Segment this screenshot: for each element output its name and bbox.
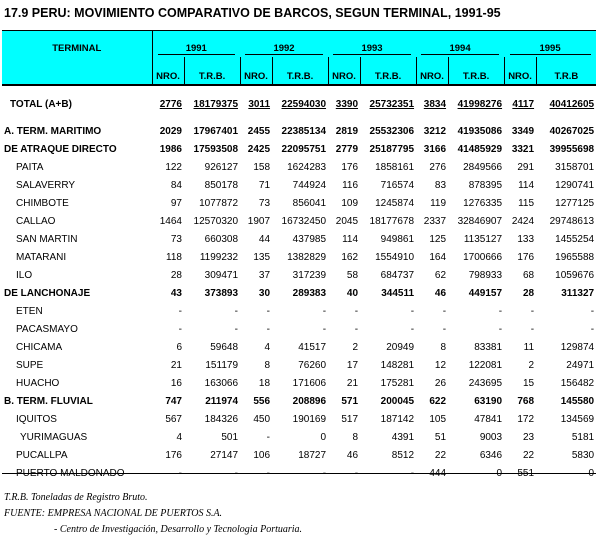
cell-trb: 18727 bbox=[298, 449, 327, 461]
cell-trb: 798933 bbox=[468, 269, 503, 281]
table-row bbox=[2, 194, 596, 212]
cell-nro: 2424 bbox=[511, 215, 535, 227]
cell-trb: 22594030 bbox=[281, 98, 327, 110]
cell-nro: 23 bbox=[522, 431, 535, 443]
cell-trb: 211974 bbox=[205, 395, 239, 407]
cell-nro: 114 bbox=[518, 179, 535, 191]
cell-nro: 135 bbox=[253, 251, 271, 263]
cell-nro: 46 bbox=[434, 287, 447, 299]
cell-trb: 151179 bbox=[205, 359, 239, 371]
cell-trb: 1077872 bbox=[199, 197, 239, 209]
row-terminal-name: YURIMAGUAS bbox=[20, 431, 88, 443]
cell-nro: 28 bbox=[522, 287, 535, 299]
cell-nro: 118 bbox=[166, 251, 182, 263]
cell-nro: 18 bbox=[258, 377, 271, 389]
header-trb: T.R.B. bbox=[272, 57, 328, 85]
cell-trb: - bbox=[322, 305, 327, 317]
table-row bbox=[2, 176, 596, 194]
table-row bbox=[2, 446, 596, 464]
table-row bbox=[2, 122, 596, 140]
cell-nro: 551 bbox=[517, 467, 535, 479]
cell-nro: - bbox=[178, 467, 182, 479]
header-trb: T.R.B. bbox=[360, 57, 416, 85]
header-year: 1995 bbox=[504, 31, 596, 58]
cell-trb: - bbox=[498, 305, 503, 317]
cell-nro: 11 bbox=[523, 341, 535, 353]
cell-trb: 0 bbox=[320, 431, 327, 443]
cell-trb: 317239 bbox=[292, 269, 327, 281]
cell-nro: 106 bbox=[253, 449, 271, 461]
table-row bbox=[2, 212, 596, 230]
cell-nro: - bbox=[354, 323, 359, 335]
cell-nro: 97 bbox=[170, 197, 182, 209]
cell-trb: 184326 bbox=[204, 413, 239, 425]
cell-nro: 40 bbox=[346, 287, 359, 299]
cell-nro: 2029 bbox=[159, 125, 182, 137]
table-row bbox=[2, 320, 596, 338]
cell-nro: 276 bbox=[429, 161, 447, 173]
header-year: 1991 bbox=[152, 31, 240, 58]
cell-nro: 556 bbox=[253, 395, 271, 407]
cell-trb: 29748613 bbox=[549, 215, 595, 227]
cell-trb: 1455254 bbox=[555, 233, 595, 245]
cell-nro: - bbox=[442, 323, 447, 335]
cell-trb: 1382829 bbox=[287, 251, 327, 263]
cell-trb: 856041 bbox=[292, 197, 327, 209]
cell-nro: 46 bbox=[346, 449, 359, 461]
cell-trb: 289383 bbox=[292, 287, 327, 299]
cell-nro: 37 bbox=[258, 269, 271, 281]
cell-trb: 12570320 bbox=[193, 215, 239, 227]
cell-trb: 16732450 bbox=[281, 215, 327, 227]
cell-nro: 43 bbox=[170, 287, 182, 299]
cell-trb: 949861 bbox=[380, 233, 415, 245]
table-row bbox=[2, 158, 596, 176]
cell-trb: 32846907 bbox=[457, 215, 503, 227]
cell-trb: 129874 bbox=[560, 341, 595, 353]
cell-nro: 3011 bbox=[248, 98, 271, 110]
cell-nro: 116 bbox=[342, 179, 359, 191]
cell-nro: 291 bbox=[517, 161, 535, 173]
cell-nro: 8 bbox=[352, 431, 359, 443]
table-row bbox=[2, 95, 596, 113]
cell-trb: 1059676 bbox=[555, 269, 595, 281]
cell-trb: 850178 bbox=[204, 179, 239, 191]
cell-nro: - bbox=[530, 323, 535, 335]
cell-trb: 501 bbox=[221, 431, 239, 443]
note-source: FUENTE: EMPRESA NACIONAL DE PUERTOS S.A. bbox=[4, 508, 223, 519]
cell-trb: 17967401 bbox=[193, 125, 239, 137]
cell-trb: 83381 bbox=[474, 341, 503, 353]
cell-nro: 3166 bbox=[423, 143, 447, 155]
header-row-years bbox=[2, 31, 596, 58]
cell-trb: 311327 bbox=[561, 287, 595, 299]
row-terminal-name: MATARANI bbox=[16, 251, 67, 263]
row-terminal-name: IQUITOS bbox=[16, 413, 57, 425]
cell-trb: 40412605 bbox=[549, 98, 595, 110]
header-nro: NRO. bbox=[328, 57, 360, 85]
cell-nro: 4117 bbox=[512, 98, 535, 110]
cell-nro: 105 bbox=[429, 413, 447, 425]
cell-nro: 517 bbox=[341, 413, 359, 425]
cell-trb: 190169 bbox=[292, 413, 327, 425]
header-year: 1994 bbox=[416, 31, 504, 58]
header-trb: T.R.B. bbox=[184, 57, 240, 85]
cell-nro: 3212 bbox=[423, 125, 447, 137]
note-trb: T.R.B. Toneladas de Registro Bruto. bbox=[4, 492, 148, 503]
cell-nro: 158 bbox=[253, 161, 271, 173]
cell-nro: 2337 bbox=[423, 215, 447, 227]
cell-nro: 2455 bbox=[247, 125, 271, 137]
cell-nro: 571 bbox=[341, 395, 359, 407]
cell-trb: 175281 bbox=[380, 377, 415, 389]
cell-nro: 84 bbox=[170, 179, 182, 191]
cell-trb: 309471 bbox=[204, 269, 239, 281]
header-trb: T.R.B. bbox=[448, 57, 504, 85]
cell-trb: 200045 bbox=[380, 395, 415, 407]
cell-nro: 16 bbox=[170, 377, 182, 389]
cell-nro: 21 bbox=[170, 359, 182, 371]
table-row bbox=[2, 410, 596, 428]
row-terminal-name: PAITA bbox=[16, 161, 44, 173]
cell-trb: - bbox=[498, 323, 503, 335]
cell-nro: 3390 bbox=[335, 98, 359, 110]
cell-trb: 156482 bbox=[560, 377, 595, 389]
cell-nro: 83 bbox=[434, 179, 447, 191]
cell-trb: 171606 bbox=[292, 377, 327, 389]
row-terminal-name: A. TERM. MARITIMO bbox=[4, 125, 102, 137]
cell-nro: 12 bbox=[434, 359, 447, 371]
table-body bbox=[2, 85, 596, 482]
cell-nro: 8 bbox=[440, 341, 447, 353]
row-terminal-name: SAN MARTIN bbox=[16, 233, 78, 245]
cell-nro: 58 bbox=[346, 269, 359, 281]
cell-trb: - bbox=[590, 305, 595, 317]
cell-trb: 5830 bbox=[571, 449, 595, 461]
cell-nro: 4 bbox=[264, 341, 271, 353]
row-terminal-name: PUERTO MALDONADO bbox=[16, 467, 125, 479]
cell-trb: 163066 bbox=[204, 377, 239, 389]
cell-nro: 172 bbox=[517, 413, 535, 425]
cell-trb: - bbox=[410, 305, 415, 317]
cell-trb: 76260 bbox=[298, 359, 327, 371]
cell-trb: - bbox=[322, 467, 327, 479]
row-terminal-name: PACASMAYO bbox=[16, 323, 78, 335]
cell-nro: 22 bbox=[522, 449, 535, 461]
cell-trb: 344511 bbox=[381, 287, 415, 299]
row-terminal-name: CHICAMA bbox=[16, 341, 63, 353]
row-terminal-name: DE ATRAQUE DIRECTO bbox=[4, 143, 117, 155]
cell-trb: 148281 bbox=[380, 359, 415, 371]
cell-trb: 660308 bbox=[204, 233, 239, 245]
cell-trb: 8512 bbox=[391, 449, 415, 461]
cell-trb: - bbox=[410, 467, 415, 479]
table-row bbox=[2, 428, 596, 446]
cell-trb: 27147 bbox=[210, 449, 239, 461]
spacer-row bbox=[2, 85, 596, 95]
cell-trb: 41998276 bbox=[457, 98, 503, 110]
cell-nro: 125 bbox=[429, 233, 447, 245]
cell-trb: 134569 bbox=[560, 413, 595, 425]
cell-trb: 22385134 bbox=[281, 125, 327, 137]
cell-nro: 114 bbox=[342, 233, 359, 245]
cell-nro: 2779 bbox=[335, 143, 359, 155]
cell-trb: 145580 bbox=[560, 395, 595, 407]
cell-nro: - bbox=[266, 305, 271, 317]
cell-nro: 73 bbox=[258, 197, 271, 209]
cell-nro: - bbox=[266, 467, 271, 479]
header-year: 1993 bbox=[328, 31, 416, 58]
cell-nro: 8 bbox=[264, 359, 271, 371]
cell-nro: 176 bbox=[517, 251, 535, 263]
cell-nro: 1986 bbox=[159, 143, 182, 155]
row-terminal-name: SUPE bbox=[16, 359, 44, 371]
cell-trb: 63190 bbox=[474, 395, 503, 407]
cell-trb: 25532306 bbox=[369, 125, 415, 137]
cell-nro: 164 bbox=[429, 251, 447, 263]
table-row bbox=[2, 284, 596, 302]
table-row bbox=[2, 392, 596, 410]
cell-nro: 3834 bbox=[423, 98, 447, 110]
cell-nro: 21 bbox=[346, 377, 359, 389]
cell-nro: - bbox=[354, 467, 359, 479]
data-table-container bbox=[2, 30, 596, 482]
cell-trb: 1700666 bbox=[463, 251, 503, 263]
cell-nro: - bbox=[354, 305, 359, 317]
cell-trb: 1858161 bbox=[375, 161, 415, 173]
header-nro: NRO. bbox=[152, 57, 184, 85]
cell-trb: - bbox=[590, 323, 595, 335]
cell-nro: - bbox=[530, 305, 535, 317]
cell-trb: - bbox=[410, 323, 415, 335]
cell-nro: - bbox=[178, 323, 182, 335]
table-row bbox=[2, 374, 596, 392]
cell-nro: 22 bbox=[434, 449, 447, 461]
cell-trb: 39955698 bbox=[549, 143, 595, 155]
cell-nro: 4 bbox=[176, 431, 182, 443]
cell-nro: 133 bbox=[517, 233, 535, 245]
cell-trb: 18177678 bbox=[369, 215, 415, 227]
cell-trb: 1290741 bbox=[555, 179, 595, 191]
cell-nro: 176 bbox=[341, 161, 359, 173]
cell-nro: 2 bbox=[528, 359, 535, 371]
cell-trb: 373893 bbox=[204, 287, 239, 299]
table-row bbox=[2, 302, 596, 320]
cell-trb: 1276335 bbox=[463, 197, 503, 209]
cell-nro: 2045 bbox=[335, 215, 359, 227]
cell-nro: 44 bbox=[258, 233, 271, 245]
header-nro: NRO. bbox=[504, 57, 536, 85]
cell-trb: - bbox=[234, 323, 239, 335]
cell-trb: 187142 bbox=[380, 413, 415, 425]
cell-nro: 71 bbox=[258, 179, 271, 191]
bottom-rule bbox=[2, 473, 596, 474]
cell-nro: 17 bbox=[346, 359, 359, 371]
cell-trb: 41485929 bbox=[457, 143, 503, 155]
cell-nro: 1907 bbox=[247, 215, 271, 227]
cell-nro: 176 bbox=[165, 449, 182, 461]
cell-trb: - bbox=[234, 467, 239, 479]
cell-trb: 41517 bbox=[298, 341, 327, 353]
cell-nro: 162 bbox=[341, 251, 359, 263]
header-year: 1992 bbox=[240, 31, 328, 58]
cell-trb: 2849566 bbox=[463, 161, 503, 173]
cell-nro: - bbox=[266, 431, 271, 443]
cell-trb: 208896 bbox=[292, 395, 327, 407]
cell-trb: 1965588 bbox=[555, 251, 595, 263]
cell-nro: 26 bbox=[434, 377, 447, 389]
cell-nro: 3349 bbox=[511, 125, 535, 137]
row-terminal-name: PUCALLPA bbox=[16, 449, 68, 461]
cell-nro: - bbox=[442, 305, 447, 317]
cell-trb: 4391 bbox=[391, 431, 415, 443]
cell-trb: 5181 bbox=[571, 431, 595, 443]
cell-trb: 122081 bbox=[468, 359, 503, 371]
header-nro: NRO. bbox=[416, 57, 448, 85]
cell-trb: 243695 bbox=[468, 377, 503, 389]
cell-trb: 1624283 bbox=[287, 161, 327, 173]
cell-nro: 15 bbox=[522, 377, 535, 389]
cell-trb: 1277125 bbox=[555, 197, 595, 209]
cell-trb: 40267025 bbox=[549, 125, 595, 137]
cell-trb: 25732351 bbox=[369, 98, 415, 110]
cell-nro: 3321 bbox=[511, 143, 535, 155]
cell-nro: 444 bbox=[429, 467, 447, 479]
cell-nro: 768 bbox=[517, 395, 535, 407]
cell-trb: 17593508 bbox=[193, 143, 239, 155]
row-terminal-name: CHIMBOTE bbox=[16, 197, 69, 209]
spacer-row bbox=[2, 113, 596, 122]
cell-nro: 109 bbox=[341, 197, 359, 209]
row-terminal-name: ILO bbox=[16, 269, 33, 281]
cell-nro: - bbox=[178, 305, 182, 317]
cell-nro: 1464 bbox=[159, 215, 182, 227]
row-terminal-name: HUACHO bbox=[16, 377, 60, 389]
cell-trb: 449157 bbox=[468, 287, 503, 299]
table-row bbox=[2, 140, 596, 158]
cell-trb: 716574 bbox=[380, 179, 415, 191]
cell-trb: 0 bbox=[588, 467, 595, 479]
row-terminal-name: ETEN bbox=[16, 305, 43, 317]
cell-trb: 878395 bbox=[468, 179, 503, 191]
header-nro: NRO. bbox=[240, 57, 272, 85]
cell-nro: 115 bbox=[518, 197, 535, 209]
cell-nro: 622 bbox=[429, 395, 447, 407]
cell-trb: 1245874 bbox=[375, 197, 415, 209]
cell-nro: 119 bbox=[430, 197, 447, 209]
cell-trb: 1199232 bbox=[199, 251, 239, 263]
cell-nro: 450 bbox=[253, 413, 271, 425]
cell-trb: 25187795 bbox=[369, 143, 415, 155]
row-terminal-name: DE LANCHONAJE bbox=[4, 287, 91, 299]
row-terminal-name: B. TERM. FLUVIAL bbox=[4, 395, 93, 407]
cell-trb: 47841 bbox=[474, 413, 503, 425]
cell-trb: 684737 bbox=[380, 269, 415, 281]
cell-trb: 0 bbox=[496, 467, 503, 479]
data-table bbox=[2, 30, 596, 482]
row-terminal-name: SALAVERRY bbox=[16, 179, 76, 191]
cell-trb: 22095751 bbox=[281, 143, 327, 155]
header-terminal: TERMINAL bbox=[2, 31, 152, 86]
table-row bbox=[2, 230, 596, 248]
cell-trb: 20949 bbox=[386, 341, 415, 353]
cell-trb: 41935086 bbox=[457, 125, 503, 137]
cell-nro: 30 bbox=[258, 287, 271, 299]
cell-trb: - bbox=[322, 323, 327, 335]
cell-trb: 1554910 bbox=[375, 251, 415, 263]
cell-nro: 28 bbox=[170, 269, 182, 281]
cell-trb: 437985 bbox=[292, 233, 327, 245]
table-row bbox=[2, 356, 596, 374]
note-source-detail: - Centro de Investigación, Desarrollo y Tecnologia Portuaria. bbox=[54, 524, 303, 535]
cell-trb: - bbox=[234, 305, 239, 317]
cell-nro: 2819 bbox=[335, 125, 359, 137]
cell-nro: 567 bbox=[165, 413, 182, 425]
row-terminal-name: CALLAO bbox=[16, 215, 56, 227]
cell-trb: 926127 bbox=[204, 161, 239, 173]
table-row bbox=[2, 266, 596, 284]
table-row bbox=[2, 248, 596, 266]
cell-trb: 6346 bbox=[479, 449, 503, 461]
footnotes bbox=[4, 490, 302, 538]
row-terminal-name: TOTAL (A+B) bbox=[10, 98, 72, 110]
cell-trb: 18179375 bbox=[193, 98, 239, 110]
cell-trb: 744924 bbox=[292, 179, 327, 191]
cell-nro: - bbox=[266, 323, 271, 335]
cell-trb: 9003 bbox=[479, 431, 503, 443]
table-title: 17.9 PERU: MOVIMIENTO COMPARATIVO DE BARCOS, SEGUN TERMINAL, 1991-95 bbox=[4, 6, 501, 20]
header-trb: T.R.B bbox=[536, 57, 596, 85]
cell-nro: 122 bbox=[165, 161, 182, 173]
cell-nro: 73 bbox=[170, 233, 182, 245]
cell-nro: 2425 bbox=[247, 143, 271, 155]
cell-nro: 2 bbox=[352, 341, 359, 353]
table-row bbox=[2, 338, 596, 356]
cell-nro: 747 bbox=[165, 395, 182, 407]
cell-nro: 68 bbox=[522, 269, 535, 281]
cell-trb: 24971 bbox=[566, 359, 595, 371]
cell-trb: 59648 bbox=[210, 341, 239, 353]
cell-trb: 3158701 bbox=[555, 161, 595, 173]
cell-nro: 6 bbox=[176, 341, 182, 353]
cell-nro: 51 bbox=[434, 431, 447, 443]
cell-trb: 1135127 bbox=[463, 233, 503, 245]
cell-nro: 62 bbox=[434, 269, 447, 281]
cell-nro: 2776 bbox=[159, 98, 182, 110]
